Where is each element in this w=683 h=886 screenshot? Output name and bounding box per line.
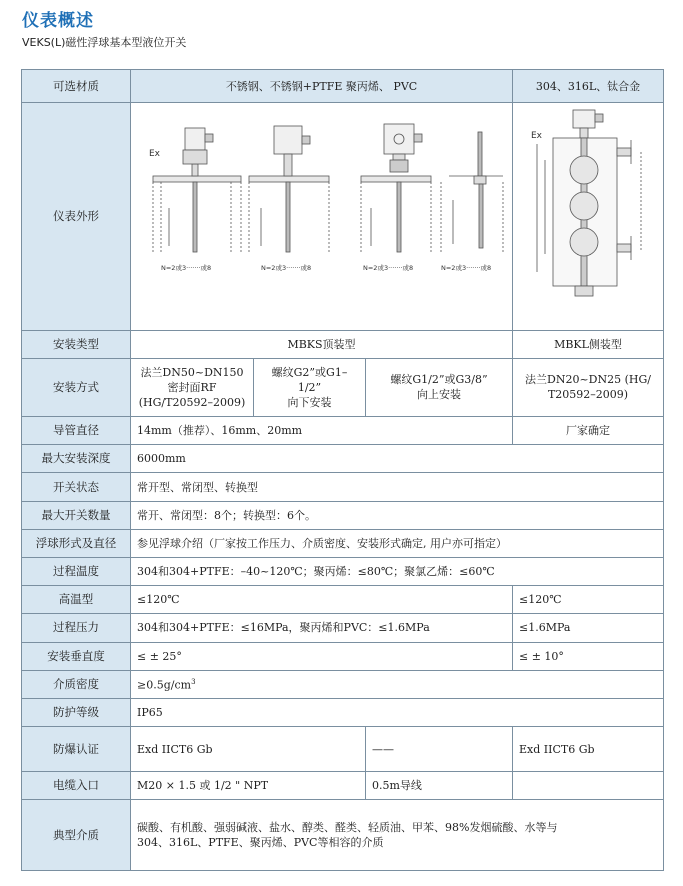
row-verticality	[22, 642, 664, 670]
cable-c1: M20 × 1.5 或 1/2 " NPT	[131, 772, 366, 800]
label-guide-tube: 导管直径	[22, 417, 131, 445]
max-switch-count-value: 常开、常闭型：8个；转换型：6个。	[131, 501, 664, 529]
label-install-type: 安装类型	[22, 330, 131, 358]
high-temp-mbks: ≤120℃	[131, 586, 513, 614]
label-process-pressure: 过程压力	[22, 614, 131, 642]
guide-tube-mbks: 14mm（推荐）、16mm、20mm	[131, 417, 513, 445]
label-explosion: 防爆认证	[22, 727, 131, 772]
install-method-thread-up: 螺纹G1/2”或G3/8” 向上安装	[366, 358, 513, 416]
page-subtitle: VEKS(L)磁性浮球基本型液位开关	[22, 36, 187, 49]
row-cable	[22, 772, 664, 800]
label-process-temp: 过程温度	[22, 558, 131, 586]
row-protection	[22, 698, 664, 726]
process-pressure-mbkl: ≤1.6MPa	[513, 614, 664, 642]
caption-2: N=2或3·······或8	[261, 264, 312, 273]
explosion-c3: Exd IICT6 Gb	[513, 727, 664, 772]
label-media: 典型介质	[22, 800, 131, 871]
max-depth-value: 6000mm	[131, 445, 664, 473]
row-process-pressure	[22, 614, 664, 642]
row-material	[22, 70, 664, 103]
guide-tube-mbkl: 厂家确定	[513, 417, 664, 445]
install-method-thread-down: 螺纹G2”或G1– 1/2” 向下安装	[254, 358, 366, 416]
mbks-drawing	[131, 104, 512, 328]
label-protection: 防护等级	[22, 698, 131, 726]
label-max-depth: 最大安装深度	[22, 445, 131, 473]
label-float-form: 浮球形式及直径	[22, 529, 131, 557]
figure-mbks	[131, 103, 513, 330]
process-temp-value: 304和304+PTFE：–40~120℃；聚丙烯：≤80℃；聚氯乙烯：≤60℃	[131, 558, 664, 586]
row-max-depth	[22, 445, 664, 473]
label-switch-state: 开关状态	[22, 473, 131, 501]
row-switch-state	[22, 473, 664, 501]
install-type-mbkl: MBKL侧装型	[513, 330, 664, 358]
install-method-mbkl: 法兰DN20~DN25 (HG/ T20592–2009)	[513, 358, 664, 416]
density-value: $\ge 0.5g/cm^3$	[131, 670, 664, 698]
high-temp-mbkl: ≤120℃	[513, 586, 664, 614]
ex-label: Ex	[149, 149, 161, 160]
install-method-flange: 法兰DN50~DN150 密封面RF (HG/T20592–2009)	[131, 358, 254, 416]
caption-1: N=2或3·······或8	[161, 264, 212, 273]
verticality-mbks: ≤ ± 25°	[131, 642, 513, 670]
protection-value: IP65	[131, 698, 664, 726]
label-cable: 电缆入口	[22, 772, 131, 800]
caption-4: N=2或3·······或8	[441, 264, 492, 273]
cable-c2: 0.5m导线	[366, 772, 513, 800]
label-max-switch-count: 最大开关数量	[22, 501, 131, 529]
page-title: 仪表概述	[22, 11, 94, 31]
media-value: 碳酸、有机酸、强弱碱液、盐水、醇类、醛类、轻质油、甲苯、98%发烟硫酸、水等与 304、316L、PTFE、聚丙烯、PVC等相容的介质	[131, 800, 664, 871]
caption-3: N=2或3·······或8	[363, 264, 414, 273]
float-form-value: 参见浮球介绍（厂家按工作压力、介质密度、安装形式确定, 用户亦可指定）	[131, 529, 664, 557]
label-material: 可选材质	[22, 70, 131, 103]
figure-mbkl	[513, 103, 664, 330]
row-max-switch-count	[22, 501, 664, 529]
row-process-temp	[22, 558, 664, 586]
label-appearance: 仪表外形	[22, 103, 131, 330]
cable-c3	[513, 772, 664, 800]
row-high-temp	[22, 586, 664, 614]
material-mbkl: 304、316L、钛合金	[513, 70, 664, 103]
explosion-c1: Exd IICT6 Gb	[131, 727, 366, 772]
explosion-c2: ——	[366, 727, 513, 772]
row-appearance	[22, 103, 664, 330]
ex-label-mbkl: Ex	[531, 131, 543, 142]
row-media	[22, 800, 664, 871]
label-density: 介质密度	[22, 670, 131, 698]
switch-state-value: 常开型、常闭型、转换型	[131, 473, 664, 501]
row-install-method	[22, 358, 664, 416]
spec-table	[21, 69, 664, 871]
verticality-mbkl: ≤ ± 10°	[513, 642, 664, 670]
label-high-temp: 高温型	[22, 586, 131, 614]
row-explosion	[22, 727, 664, 772]
row-density	[22, 670, 664, 698]
install-type-mbks: MBKS顶装型	[131, 330, 513, 358]
mbkl-drawing	[513, 104, 663, 328]
process-pressure-mbks: 304和304+PTFE：≤16MPa，聚丙烯和PVC：≤1.6MPa	[131, 614, 513, 642]
label-verticality: 安装垂直度	[22, 642, 131, 670]
row-guide-tube	[22, 417, 664, 445]
row-float-form	[22, 529, 664, 557]
material-mbks: 不锈钢、不锈钢+PTFE 聚丙烯、 PVC	[131, 70, 513, 103]
row-install-type	[22, 330, 664, 358]
label-install-method: 安装方式	[22, 358, 131, 416]
